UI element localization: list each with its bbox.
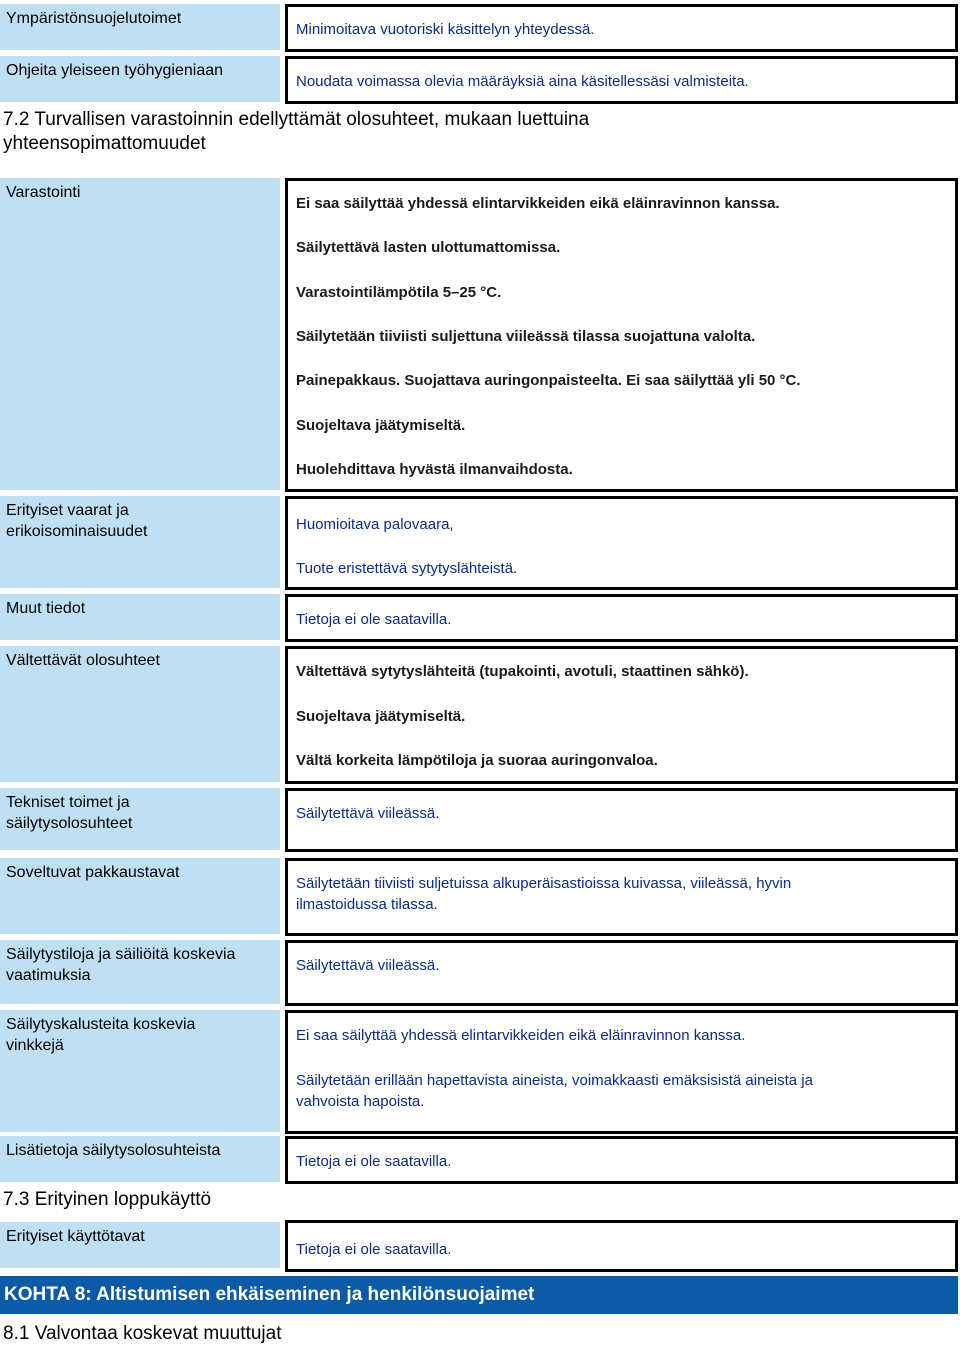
value-line: Ei saa säilyttää yhdessä elintarvikkeiden eikä eläinravinnon kanssa. [296, 1027, 746, 1044]
value-line: Varastointilämpötila 5–25 °C. [296, 284, 502, 301]
label-line: Tekniset toimet ja [6, 794, 130, 811]
label-erityiset-kayttotavat: Erityiset käyttötavat [0, 1222, 280, 1268]
value-line: Tuote eristettävä sytytyslähteistä. [296, 560, 518, 577]
value-box-valtettavat-olosuhteet [285, 646, 958, 784]
value-box-soveltuvat-pakkaustavat [285, 858, 958, 936]
value-line: Säilytetään tiiviisti suljetuissa alkuperäisastioissa kuivassa, viileässä, hyvin [296, 875, 792, 892]
label-tyohygienia: Ohjeita yleiseen työhygieniaan [0, 56, 280, 102]
value-box-ymparistonsuojelutoimet [285, 4, 958, 52]
section-7-2-title-line2: yhteensopimattomuudet [3, 133, 206, 154]
label-tekniset-toimet [0, 788, 280, 850]
value-box-muut-tiedot [285, 594, 958, 642]
section-8-banner: KOHTA 8: Altistumisen ehkäiseminen ja henkilönsuojaimet [0, 1276, 958, 1314]
value-line: Tietoja ei ole saatavilla. [296, 611, 452, 628]
label-sailytystiloja [0, 940, 280, 1004]
value-line: Säilytettävä lasten ulottumattomissa. [296, 239, 561, 256]
value-line: Suojeltava jäätymiseltä. [296, 417, 466, 434]
label-line: erikoisominaisuudet [6, 523, 148, 540]
value-line: Vältä korkeita lämpötiloja ja suoraa auringonvaloa. [296, 752, 658, 769]
value-line: Säilytetään tiiviisti suljettuna viileässä tilassa suojattuna valolta. [296, 328, 756, 345]
label-line: vinkkejä [6, 1037, 64, 1054]
value-box-tyohygienia [285, 56, 958, 104]
value-line: Säilytettävä viileässä. [296, 957, 440, 974]
value-line: Säilytettävä viileässä. [296, 805, 440, 822]
value-box-tekniset-toimet [285, 788, 958, 852]
value-line: Säilytetään erillään hapettavista aineista, voimakkaasti emäksisistä aineista ja [296, 1072, 813, 1089]
value-box-lisatietoja [285, 1136, 958, 1184]
label-muut-tiedot: Muut tiedot [0, 594, 280, 640]
label-lisatietoja: Lisätietoja säilytysolosuhteista [0, 1136, 280, 1182]
label-line: säilytysolosuhteet [6, 815, 133, 832]
value-line: Ei saa säilyttää yhdessä elintarvikkeiden eikä eläinravinnon kanssa. [296, 195, 780, 212]
value-line: Tietoja ei ole saatavilla. [296, 1153, 452, 1170]
section-7-2-title-line1: 7.2 Turvallisen varastoinnin edellyttämät olosuhteet, mukaan luettuina [3, 109, 590, 130]
label-valtettavat-olosuhteet: Vältettävät olosuhteet [0, 646, 280, 782]
label-line: Erityiset vaarat ja [6, 502, 129, 519]
value-box-varastointi [285, 178, 958, 492]
value-box-erityiset-kayttotavat [285, 1220, 958, 1272]
section-8-1-title: 8.1 Valvontaa koskevat muuttujat [3, 1323, 282, 1344]
value-line: Painepakkaus. Suojattava auringonpaisteelta. Ei saa säilyttää yli 50 °C. [296, 372, 801, 389]
label-line: Säilytystiloja ja säiliöitä koskevia [6, 946, 236, 963]
label-erityiset-vaarat [0, 496, 280, 588]
value-line: Noudata voimassa olevia määräyksiä aina käsitellessäsi valmisteita. [296, 73, 749, 90]
value-box-sailytystiloja [285, 940, 958, 1006]
label-line: Säilytyskalusteita koskevia [6, 1016, 196, 1033]
section-7-3-title: 7.3 Erityinen loppukäyttö [3, 1189, 212, 1210]
label-soveltuvat-pakkaustavat: Soveltuvat pakkaustavat [0, 858, 280, 934]
value-line: Vältettävä sytytyslähteitä (tupakointi, avotuli, staattinen sähkö). [296, 663, 749, 680]
value-line: Huomioitava palovaara, [296, 516, 454, 533]
value-box-sailytyskalusteita [285, 1010, 958, 1134]
value-line: Huolehdittava hyvästä ilmanvaihdosta. [296, 461, 573, 478]
value-box-erityiset-vaarat [285, 496, 958, 590]
label-varastointi: Varastointi [0, 178, 280, 490]
value-line: vahvoista hapoista. [296, 1093, 425, 1110]
value-line: Minimoitava vuotoriski käsittelyn yhteydessä. [296, 21, 595, 38]
label-ymparistonsuojelutoimet: Ympäristönsuojelutoimet [0, 4, 280, 50]
value-line: Tietoja ei ole saatavilla. [296, 1241, 452, 1258]
label-line: vaatimuksia [6, 967, 91, 984]
value-line: Suojeltava jäätymiseltä. [296, 708, 466, 725]
value-line: ilmastoidussa tilassa. [296, 896, 438, 913]
label-sailytyskalusteita [0, 1010, 280, 1132]
